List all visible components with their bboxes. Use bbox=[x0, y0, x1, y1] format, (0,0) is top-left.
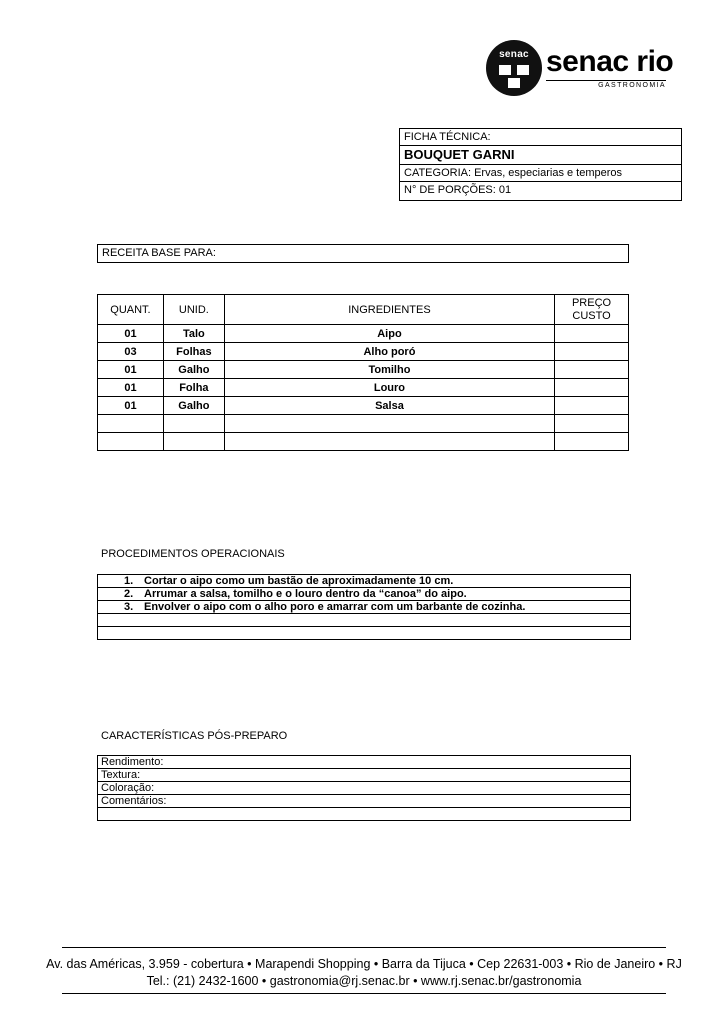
table-row bbox=[98, 361, 629, 379]
step-text: Cortar o aipo como um bastão de aproximadamente 10 cm. bbox=[144, 575, 454, 587]
cell-quant: 01 bbox=[98, 379, 164, 397]
step-number: 3. bbox=[124, 601, 134, 613]
ingredients-table bbox=[97, 294, 629, 451]
cell-quant: 03 bbox=[98, 343, 164, 361]
comentarios-label: Comentários: bbox=[98, 795, 631, 808]
cell-unid: Folha bbox=[163, 379, 224, 397]
recipe-title: BOUQUET GARNI bbox=[400, 146, 681, 165]
cell-ingrediente: Aipo bbox=[224, 325, 554, 343]
header-ingredientes: INGREDIENTES bbox=[224, 295, 554, 325]
cell-preco bbox=[555, 379, 629, 397]
cell-quant: 01 bbox=[98, 361, 164, 379]
coloracao-label: Coloração: bbox=[98, 782, 631, 795]
cell-unid: Talo bbox=[163, 325, 224, 343]
cell-ingrediente: Louro bbox=[224, 379, 554, 397]
table-row bbox=[98, 325, 629, 343]
cell-preco bbox=[555, 343, 629, 361]
logo-subtitle: GASTRONOMIA bbox=[546, 80, 666, 89]
step-text: Arrumar a salsa, tomilho e o louro dentro da “canoa” do aipo. bbox=[144, 588, 467, 600]
header-preco-custo bbox=[555, 295, 629, 325]
cell-unid: Folhas bbox=[163, 343, 224, 361]
table-row bbox=[98, 379, 629, 397]
porcoes: N° DE PORÇÕES: 01 bbox=[404, 184, 512, 196]
footer-address: Av. das Américas, 3.959 - cobertura • Marapendi Shopping • Barra da Tijuca • Cep 22631-003 • Rio de Janeiro • RJ bbox=[46, 957, 682, 971]
receita-base-field: RECEITA BASE PARA: bbox=[97, 244, 629, 263]
pos-preparo-table bbox=[97, 755, 631, 821]
ficha-label: FICHA TÉCNICA: bbox=[400, 129, 681, 146]
categoria: CATEGORIA: Ervas, especiarias e temperos bbox=[400, 165, 681, 182]
ficha-tecnica-box bbox=[399, 128, 682, 201]
cell-ingrediente: Salsa bbox=[224, 397, 554, 415]
cell-ingrediente: Alho poró bbox=[224, 343, 554, 361]
table-row bbox=[98, 343, 629, 361]
cell-unid: Galho bbox=[163, 397, 224, 415]
header-unid: UNID. bbox=[163, 295, 224, 325]
procedure-step bbox=[98, 575, 631, 588]
pos-preparo-title: CARACTERÍSTICAS PÓS-PREPARO bbox=[101, 730, 288, 742]
footer-contact: Tel.: (21) 2432-1600 • gastronomia@rj.senac.br • www.rj.senac.br/gastronomia bbox=[146, 974, 582, 988]
cell-ingrediente: Tomilho bbox=[224, 361, 554, 379]
textura-row bbox=[98, 769, 631, 782]
footer-top-rule bbox=[62, 947, 666, 948]
rendimento-label: Rendimento: bbox=[98, 756, 631, 769]
cell-unid: Galho bbox=[163, 361, 224, 379]
step-number: 2. bbox=[124, 588, 134, 600]
table-row-empty bbox=[98, 433, 629, 451]
cell-quant: 01 bbox=[98, 325, 164, 343]
coloracao-row bbox=[98, 782, 631, 795]
procedure-step-empty bbox=[98, 614, 631, 627]
badge-text: senac bbox=[499, 49, 529, 60]
procedures-table bbox=[97, 574, 631, 640]
cell-preco bbox=[555, 361, 629, 379]
senac-badge-icon bbox=[486, 40, 542, 96]
ingredients-header-row bbox=[98, 295, 629, 325]
cell-quant: 01 bbox=[98, 397, 164, 415]
procedure-step-empty bbox=[98, 627, 631, 640]
table-row-empty bbox=[98, 415, 629, 433]
procedimentos-title: PROCEDIMENTOS OPERACIONAIS bbox=[101, 548, 285, 560]
cell-preco bbox=[555, 397, 629, 415]
rendimento-row bbox=[98, 756, 631, 769]
step-text: Envolver o aipo com o alho poro e amarrar com um barbante de cozinha. bbox=[144, 601, 526, 613]
procedure-step bbox=[98, 588, 631, 601]
procedure-step bbox=[98, 601, 631, 614]
comentarios-row bbox=[98, 795, 631, 808]
senac-rio-logo bbox=[486, 40, 676, 96]
step-number: 1. bbox=[124, 575, 134, 587]
logo-name: senac rio bbox=[546, 45, 674, 78]
table-row bbox=[98, 397, 629, 415]
textura-label: Textura: bbox=[98, 769, 631, 782]
pos-preparo-empty-row bbox=[98, 808, 631, 821]
footer-bottom-rule bbox=[62, 993, 666, 994]
header-quant: QUANT. bbox=[98, 295, 164, 325]
header-preco: PREÇO bbox=[571, 296, 612, 309]
cell-preco bbox=[555, 325, 629, 343]
header-custo: CUSTO bbox=[572, 309, 611, 322]
